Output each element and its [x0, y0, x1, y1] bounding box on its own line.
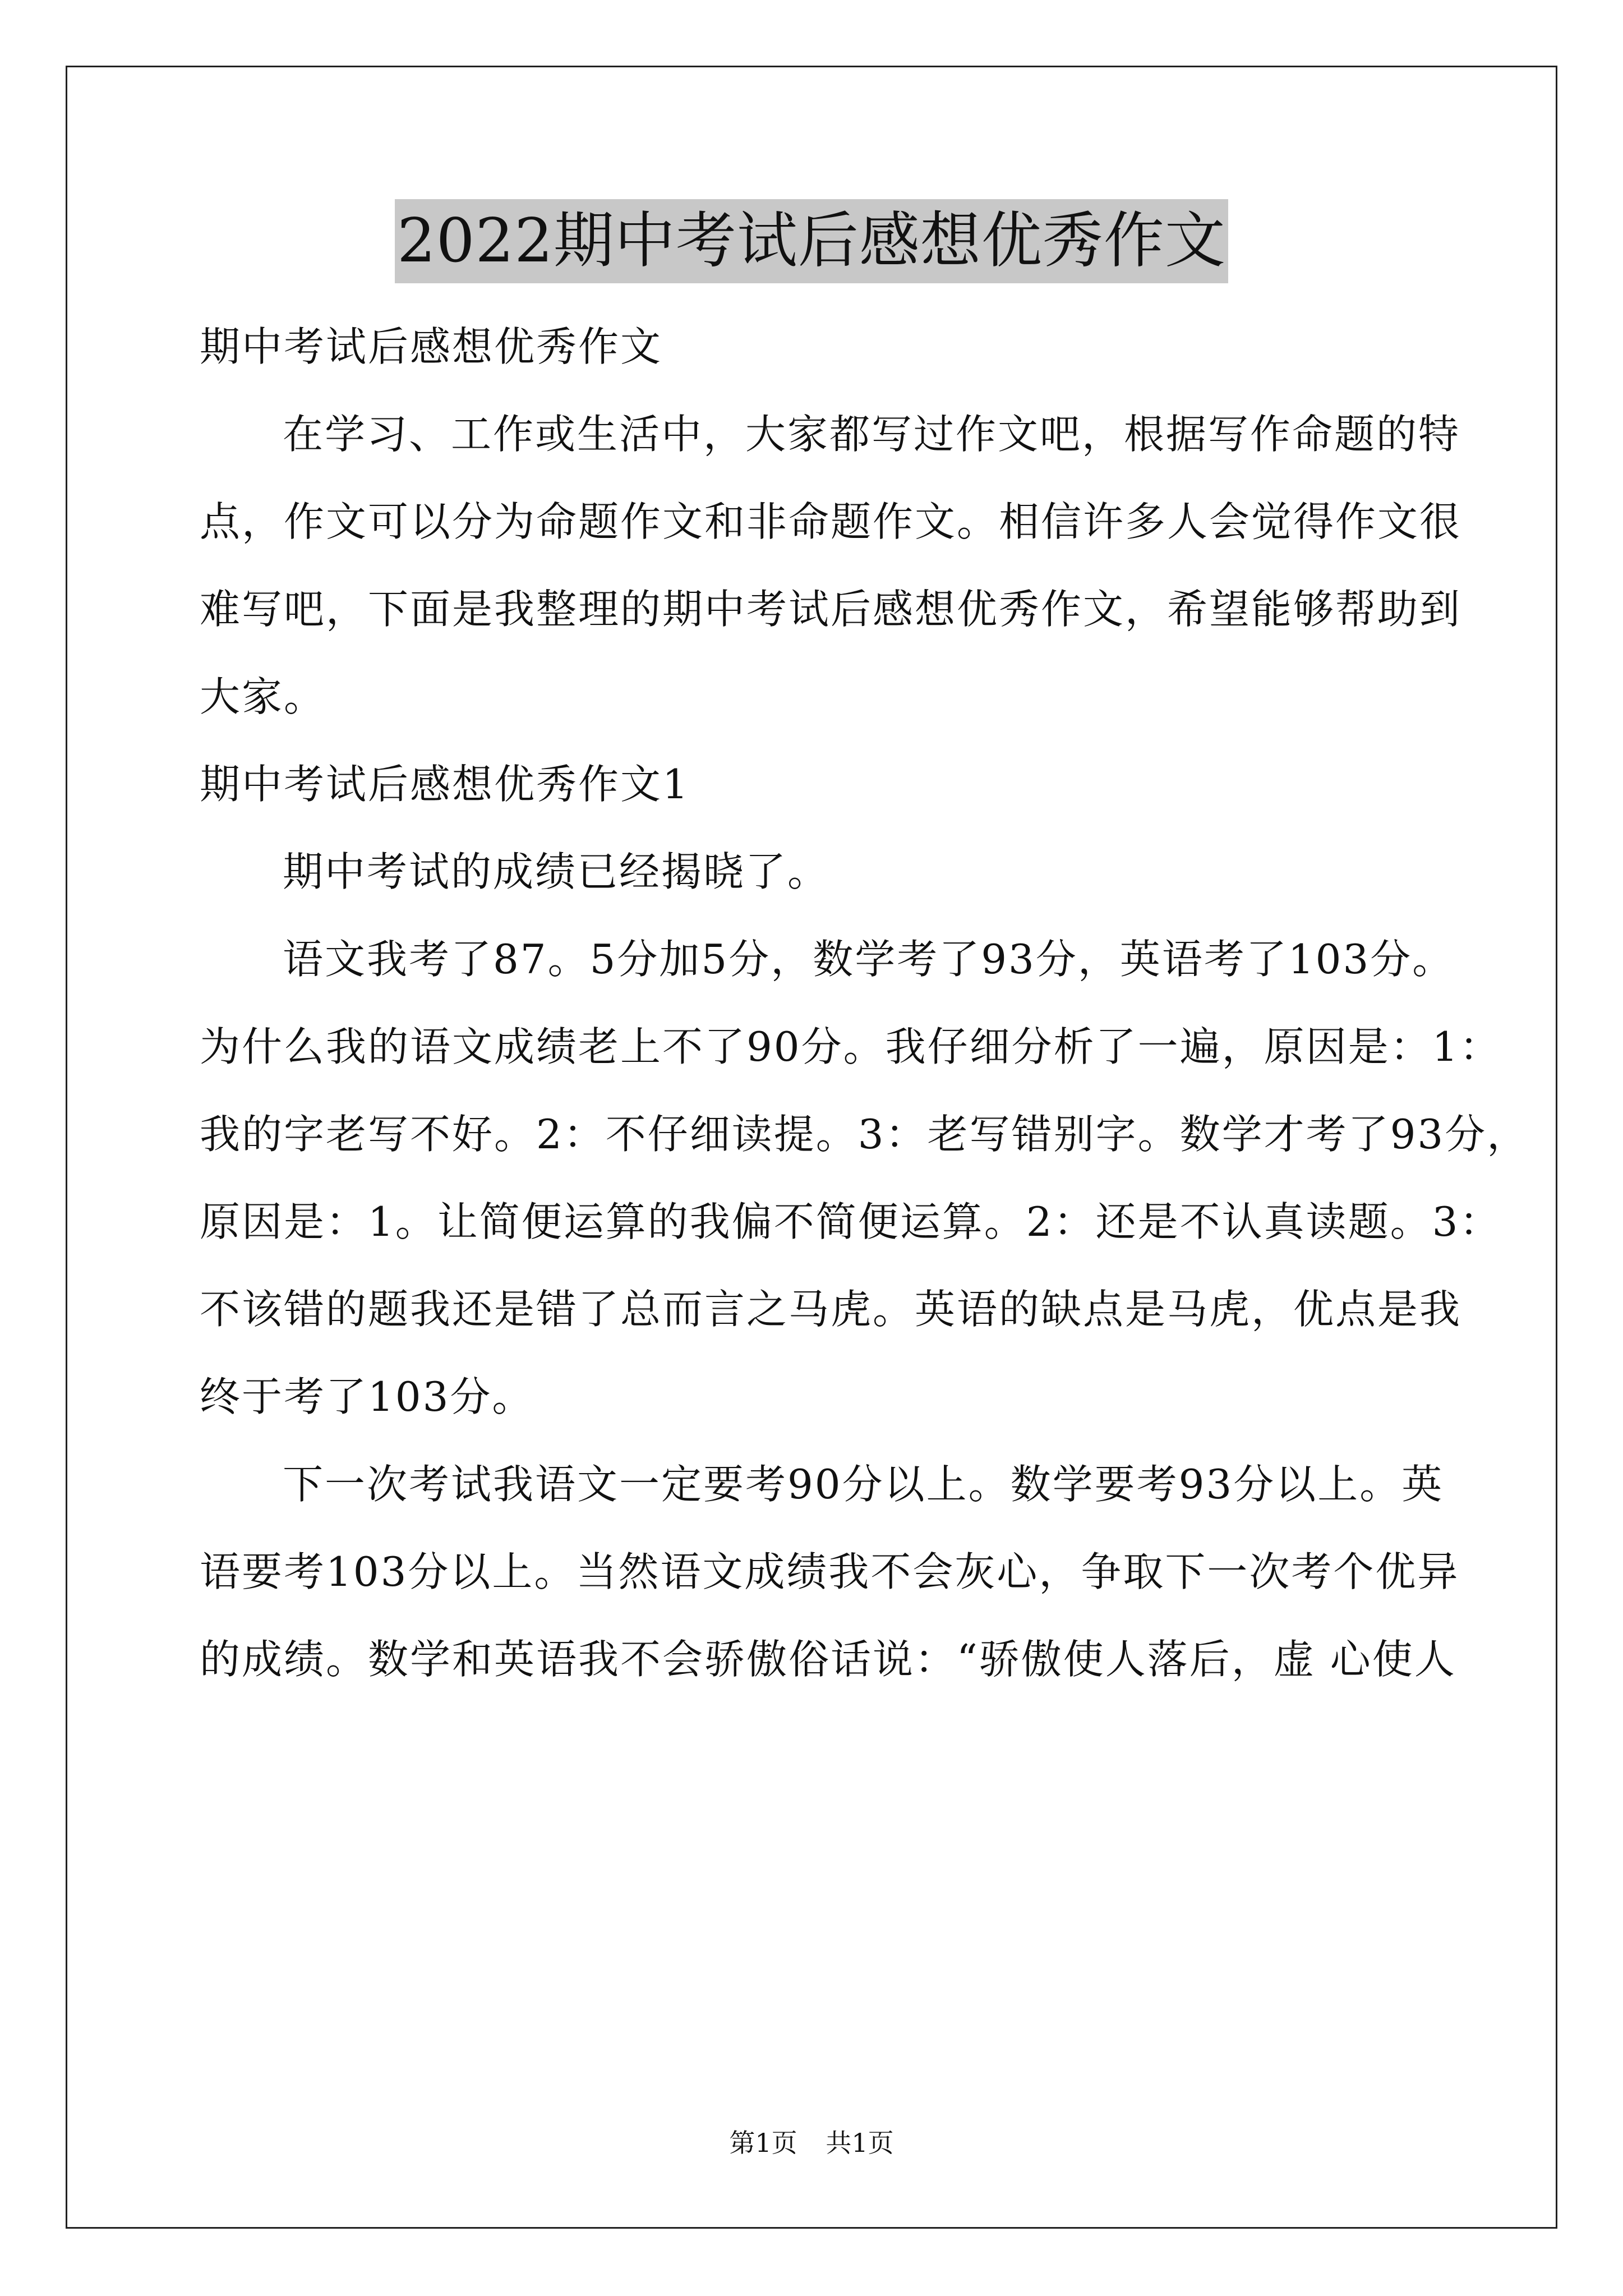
text-line: 为什么我的语文成绩老上不了90分。我仔细分析了一遍，原因是：1： — [200, 1023, 1502, 1070]
document-title: 2022期中考试后感想优秀作文 — [395, 199, 1228, 283]
page-number: 第1页 — [729, 2128, 797, 2158]
text-line: 原因是：1。让简便运算的我偏不简便运算。2：还是不认真读题。3： — [200, 1198, 1502, 1245]
text-line: 大家。 — [200, 673, 326, 720]
text-line: 下一次考试我语文一定要考90分以上。数学要考93分以上。英 — [283, 1461, 1444, 1508]
document-body — [200, 303, 1529, 1703]
section-heading: 期中考试后感想优秀作文1 — [200, 761, 690, 808]
text-line: 语文我考了87。5分加5分，数学考了93分，英语考了103分。 — [283, 936, 1455, 983]
text-line: 终于考了103分。 — [200, 1373, 534, 1420]
title-wrap — [0, 199, 1623, 283]
text-line: 语要考103分以上。当然语文成绩我不会灰心，争取下一次考个优异 — [200, 1548, 1460, 1595]
text-line: 的成绩。数学和英语我不会骄傲俗话说：“骄傲使人落后，虚 心使人 — [200, 1636, 1456, 1683]
text-line: 点，作文可以分为命题作文和非命题作文。相信许多人会觉得作文很 — [200, 498, 1462, 545]
text-line: 期中考试的成绩已经揭晓了。 — [283, 848, 830, 895]
text-line: 不该错的题我还是错了总而言之马虎。英语的缺点是马虎，优点是我 — [200, 1286, 1462, 1333]
text-line: 在学习、工作或生活中，大家都写过作文吧，根据写作命题的特 — [283, 411, 1461, 458]
page-footer — [0, 2126, 1623, 2160]
text-line: 我的字老写不好。2：不仔细读提。3：老写错别字。数学才考了93分， — [200, 1111, 1529, 1158]
page-total: 共1页 — [826, 2128, 894, 2158]
text-line: 难写吧，下面是我整理的期中考试后感想优秀作文，希望能够帮助到 — [200, 586, 1462, 633]
text-line: 期中考试后感想优秀作文 — [200, 323, 663, 370]
